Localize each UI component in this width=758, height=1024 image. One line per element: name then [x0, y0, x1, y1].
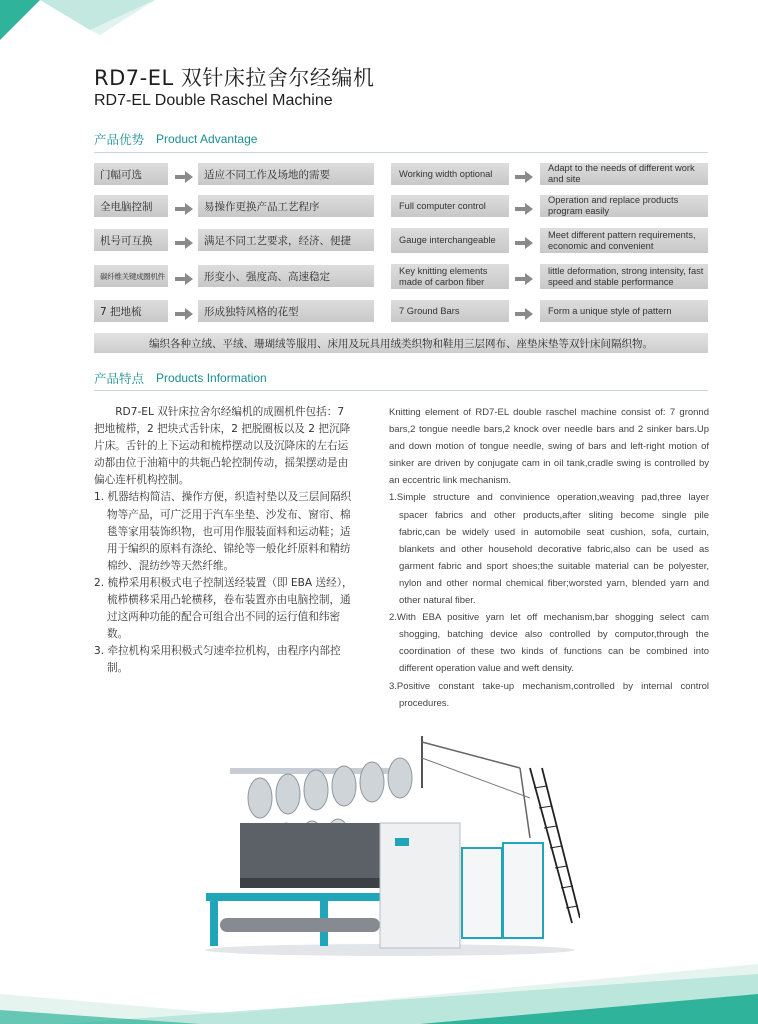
advantage-en-desc-text: Operation and replace products program easily — [548, 195, 679, 216]
advantage-en-desc — [540, 195, 708, 217]
advantage-heading — [94, 130, 257, 148]
arrow-right-icon — [515, 270, 533, 282]
advantage-cn-desc — [198, 265, 374, 287]
information-cn-item: 1. 机器结构简洁、操作方便，织造衬垫以及三层间隔织物等产品，可广泛用于汽车坐垫、沙发布、窗帘、棉毯等家用装饰织物，也可用作服装面料和运动鞋；适用于编织的原料有涤纶、锦纶等一般化纤原料和精纺棉纱、混纺纱等天然纤维。 — [94, 491, 352, 572]
advantage-summary-text: 编织各种立绒、平绒、珊瑚绒等服用、床用及玩具用绒类织物和鞋用三层网布、座垫床垫等双针床间隔织物。 — [149, 337, 653, 350]
advantage-cn-label — [94, 195, 168, 217]
advantage-cn-desc-text: 形变小、强度高、高速稳定 — [204, 270, 330, 283]
page-title-cn: RD7-EL 双针床拉舍尔经编机 — [94, 66, 375, 90]
arrow-right-icon — [175, 234, 193, 246]
advantage-cn-desc — [198, 195, 374, 217]
advantage-cn-label-text: 门幅可选 — [100, 168, 142, 181]
arrow-right-icon — [515, 168, 533, 180]
information-cn-item: 2. 梳栉采用积极式电子控制送经装置（即 EBA 送经），梳栉横移采用凸轮横移，卷布装置亦由电脑控制，通过这两种功能的配合可组合出不同的运行值和纬密数。 — [94, 576, 353, 641]
raschel-machine-illustration — [200, 728, 580, 958]
advantage-cn-label-text: 机号可互换 — [100, 234, 153, 247]
advantage-cn-label — [94, 300, 168, 322]
advantage-en-label — [391, 163, 509, 185]
advantage-en-desc-text: little deformation, strong intensity, fast speed and stable performance — [548, 265, 704, 287]
advantage-divider — [94, 152, 708, 153]
advantage-en-label-text: Gauge interchangeable — [399, 235, 496, 246]
arrow-right-icon — [175, 200, 193, 212]
information-cn-column — [94, 404, 356, 678]
information-heading-en: Products Information — [156, 371, 267, 385]
arrow-right-icon — [515, 305, 533, 317]
information-cn-intro: RD7-EL 双针床拉舍尔经编机的成圈机件包括：7 把地梳栉，2 把块式舌针床，2 把脱圈板以及 2 把沉降片床。舌针的上下运动和梳栉摆动以及沉降床的左右运动都由位于油箱中的共轭凸轮控制传动，摇架摆动是由偏心连杆机构控制。 — [94, 406, 351, 487]
advantage-en-label-text: 7 Ground Bars — [399, 305, 460, 316]
advantage-cn-label-text: 碳纤维关键成圈机件 — [100, 271, 165, 281]
advantage-row — [94, 229, 708, 251]
top-left-decoration — [0, 0, 160, 60]
advantage-en-label — [391, 195, 509, 217]
page-title-en: RD7-EL Double Raschel Machine — [94, 92, 333, 109]
information-divider — [94, 390, 708, 391]
arrow-right-icon — [515, 200, 533, 212]
advantage-en-desc-text: Adapt to the needs of different work and site — [548, 163, 695, 184]
advantage-summary — [94, 333, 708, 353]
advantage-row — [94, 163, 708, 185]
advantage-en-label-text: Key knitting elements made of carbon fiber — [399, 265, 488, 287]
advantage-cn-label-text: 全电脑控制 — [100, 200, 153, 213]
information-en-item: 1.Simple structure and convinience operation,weaving pad,three layer spacer fabrics and other products,after sliting become single pile fabric,can be widely used in automobile seat cushion, sofa, curtain, blankets and other household decorative fabric,also can be used as garment fabric and sport shoes;the suitable material can be polyester, nylon and other normal chemical fiber;worsted yarn, blended yarn and other natural fiber. — [389, 492, 709, 607]
advantage-cn-label-text: 7 把地梳 — [100, 305, 142, 318]
advantage-cn-label — [94, 265, 168, 287]
advantage-en-desc — [540, 228, 708, 253]
information-cn-item: 3. 牵拉机构采用积极式匀速牵拉机构，由程序内部控制。 — [94, 645, 341, 675]
advantage-en-label — [391, 300, 509, 322]
advantage-cn-label — [94, 229, 168, 251]
advantage-row — [94, 195, 708, 217]
advantage-en-desc-text: Form a unique style of pattern — [548, 305, 672, 316]
advantage-cn-desc — [198, 300, 374, 322]
advantage-heading-cn: 产品优势 — [94, 132, 145, 147]
arrow-right-icon — [175, 270, 193, 282]
advantage-cn-desc — [198, 163, 374, 185]
information-en-item: 2.With EBA positive yarn let off mechanism,bar shogging select cam shogging, batching device also controlled by computor,through the coordination of these two kinds of functions can be combined into different operation value and weft density. — [389, 612, 709, 675]
advantage-heading-en: Product Advantage — [156, 132, 258, 146]
advantage-cn-label — [94, 163, 168, 185]
information-heading — [94, 369, 267, 387]
information-heading-cn: 产品特点 — [94, 371, 145, 386]
advantage-en-desc — [540, 264, 708, 289]
advantage-en-desc — [540, 163, 708, 185]
advantage-row — [94, 300, 708, 322]
advantage-en-desc — [540, 300, 708, 322]
advantage-cn-desc — [198, 229, 374, 251]
advantage-row — [94, 265, 708, 287]
information-en-item: 3.Positive constant take-up mechanism,controlled by internal control procedures. — [389, 680, 709, 709]
arrow-right-icon — [175, 305, 193, 317]
advantage-en-label-text: Full computer control — [399, 200, 486, 211]
advantage-cn-desc-text: 适应不同工作及场地的需要 — [204, 168, 330, 181]
advantage-en-label-text: Working width optional — [399, 168, 493, 179]
advantage-cn-desc-text: 易操作更换产品工艺程序 — [204, 200, 320, 213]
advantage-cn-desc-text: 形成独特风格的花型 — [204, 305, 299, 318]
advantage-cn-desc-text: 满足不同工艺要求，经济、便捷 — [204, 234, 351, 247]
information-en-intro: Knitting element of RD7-EL double raschel machine consist of: 7 gronnd bars,2 tongue needle bars,2 knock over needle bars and 2 sinker bars.Up and down motion of tongue needle, swing of bars and left-right motion of sinker are driven by conjugate cam in oil tank,cradle swing is controlled by an eccentric link mechanism. — [389, 407, 709, 487]
arrow-right-icon — [515, 234, 533, 246]
advantage-en-label — [391, 228, 509, 253]
advantage-en-desc-text: Meet different pattern requirements, economic and convenient — [548, 229, 696, 251]
information-en-column — [389, 404, 709, 712]
arrow-right-icon — [175, 168, 193, 180]
bottom-decoration — [0, 960, 758, 1024]
advantage-en-label — [391, 264, 509, 289]
